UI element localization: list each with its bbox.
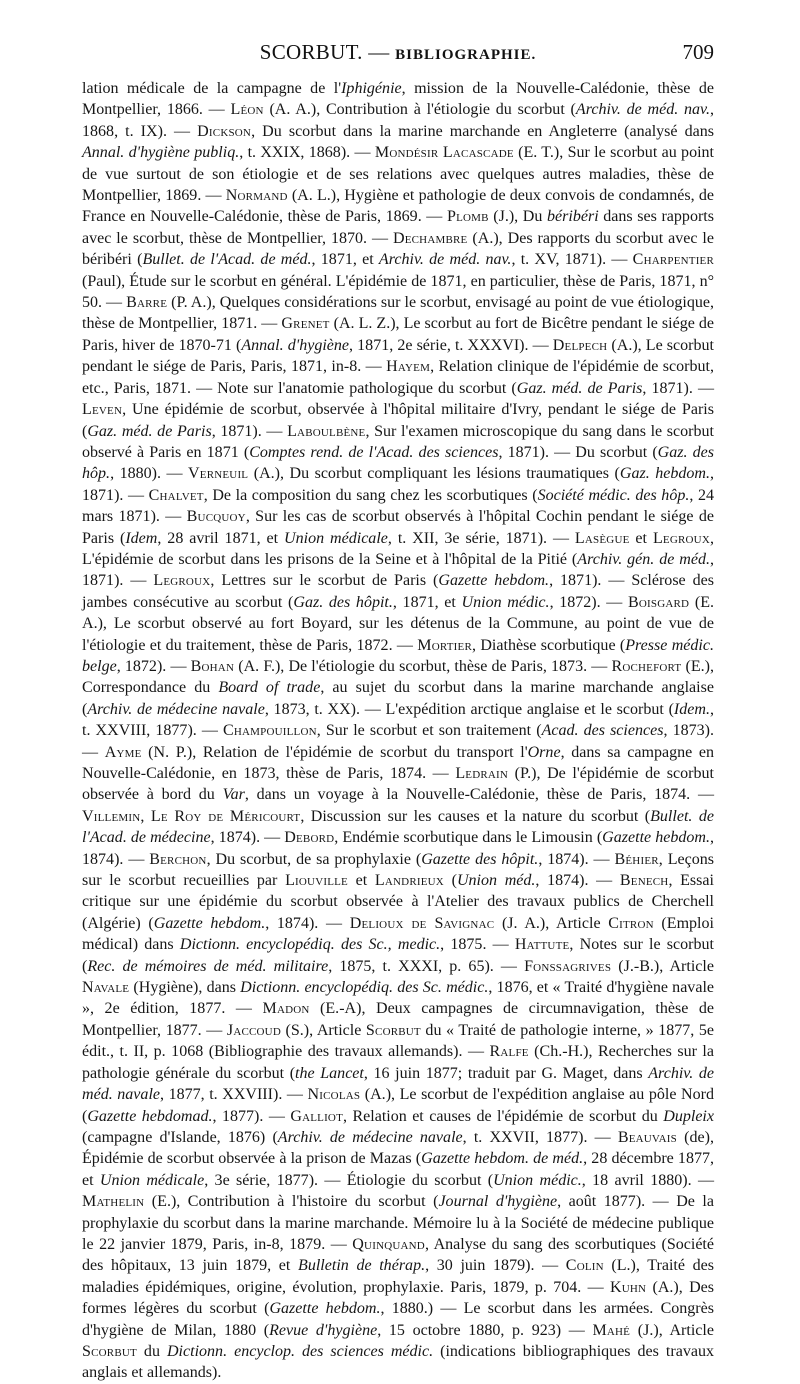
body-text-segment: , 1872). — [549,593,628,611]
body-text-segment: , 1875, t. XXXI, p. 65). — [328,957,525,975]
author-name: Béhier [614,850,659,868]
author-name: Charpentier [632,251,715,269]
body-text-segment: (P.), De l'épidémie de scorbut observée à bord du [82,765,714,804]
body-text-segment: (A.), Du scorbut compliquant les lésions traumatiques ( [248,465,620,483]
journal-title: Rec. de mémoires de méd. militaire [87,957,329,975]
body-text-segment: (E.), Correspondance du [82,657,714,697]
body-text-segment: , août 1877). — De la prophylaxie du scorbut dans la marine marchande. Mémoire lu à la Société de médecine publique le 22 janvier 1879, Paris, in-8, 1879. — [82,1193,715,1253]
author-name: Ledrain [455,765,509,782]
journal-title: Union médic. [493,1171,582,1189]
journal-title: Annal. d'hygiène [241,336,350,354]
body-text-segment: , 1874). — [265,914,350,932]
body-text-segment: , 1871). — Du scorbut ( [498,443,658,461]
body-text-segment: , t. XXVII, 1877). — [462,1128,618,1146]
body-text-segment: (indications bibliographiques des travaux anglais et allemands). [82,1342,714,1382]
body-text-segment: , 1874). — [538,850,615,868]
author-name: Benech [619,872,669,890]
body-text-segment: , Leçons sur le scorbut recueillies par [82,850,714,890]
author-name: Citron [608,914,654,932]
header-subtitle: BIBLIOGRAPHIE. [395,47,537,63]
author-name: Normand [225,187,288,205]
body-text-segment: , 1874). — [210,829,285,847]
author-name: Barre [126,294,168,312]
author-name: Mondésir Lacascade [374,144,514,162]
author-name: Ralfe [489,1043,529,1061]
journal-title: Dictionn. encyclop. des sciences médic. [166,1342,434,1360]
author-name: Madon [262,1000,310,1018]
running-header [82,40,714,72]
body-text-segment: (L.), Traité des maladies épidémiques, origine, évolution, prophylaxie. Paris, 1879, p. 704. — [82,1257,715,1296]
author-name: Bohan [190,657,235,675]
journal-title: the Lancet [295,1064,364,1082]
body-text-segment: , Sur les cas de scorbut observés à l'hôpital Cochin pendant le siége de Paris ( [82,508,714,547]
body-text-segment: , 1873, t. XX). — L'expédition arctique anglaise et le scorbut ( [264,700,674,718]
author-name: Rochefort [611,657,682,675]
body-text-segment: , Diathèse scorbutique ( [472,636,626,654]
body-text-segment: , 1873). — [82,722,714,761]
author-name: Jaccoud [226,1021,281,1039]
author-name: Nicolas [307,1086,361,1104]
journal-title: Gazette hebdom. [153,914,266,932]
journal-title: Idem. [673,700,710,718]
journal-title: Gazette hebdom. [269,1300,381,1318]
journal-title: Idem [125,529,158,547]
author-name: Dechambre [392,229,468,247]
author-name: Mortier [417,636,472,654]
journal-title: béribéri [547,208,599,226]
body-text-segment: , Sur le scorbut et son traitement ( [316,722,542,740]
body-text-segment: , Analyse du sang des scorbutiques (Société des hôpitaux, 13 juin 1879, et [82,1235,715,1275]
journal-title: Dupleix [663,1107,714,1125]
body-text-segment: , 1877, t. XXVIII). — [160,1086,308,1104]
body-text-segment: , 1871). — [642,379,715,397]
journal-title: Orne [527,743,561,761]
journal-title: Archiv. de médecine navale [277,1128,463,1146]
body-text-segment: , 1871). — [82,465,714,504]
body-text-segment: , 30 juin 1879). — [425,1257,566,1275]
author-name: Galliot [290,1107,343,1125]
journal-title: Gaz. hebdom. [619,465,710,483]
author-name: Leven [82,401,123,419]
author-name: Plomb [446,208,489,226]
author-name: Verneuil [188,465,249,483]
body-text-segment: (J. A.), Article [494,914,609,932]
body-text-segment: (E. A.), Le scorbut observé au fort Boyard, sur les détenus de la Commune, au point de vue de l'étiologie et du traitement, thèse de Paris, 1872. — [82,593,714,654]
journal-title: Acad. des sciences [541,722,664,740]
body-text-segment: (de), Épidémie de scorbut observée à la prison de Mazas ( [82,1128,714,1168]
body-text-segment: , Essai critique sur une épidémie du scorbut observée à l'Atelier des travaux publics de Cherchell (Algérie) ( [82,872,714,932]
body-text-segment: (N. P.), Relation de l'épidémie de scorbut du transport l' [141,743,528,761]
body-text-segment: , dans sa campagne en Nouvelle-Calédonie, en 1873, thèse de Paris, 1874. — [82,743,714,782]
journal-title: Gaz. méd. de Paris [516,379,643,397]
author-name: Liouville [285,872,348,890]
body-text-segment: (Paul), Étude sur le scorbut en général. L'épidémie de 1871, en particulier, thèse de Paris, 1871, n° 50. — [82,272,714,312]
body-text-segment: du « Traité de pathologie interne, » 1877, 5e édit., t. II, p. 1068 (Bibliographie des travaux allemands). — [82,1021,714,1061]
journal-title: Journal d'hygiène [438,1193,558,1211]
header-title: SCORBUT. [259,40,363,64]
journal-title: Société médic. des hôp. [537,486,690,504]
body-text-segment: , Notes sur le scorbut ( [82,936,714,975]
body-text-segment: ( [443,872,457,890]
body-text-segment: (Ch.-H.), Recherches sur la pathologie générale du scorbut ( [82,1043,715,1082]
author-name: Hayem [386,358,431,376]
journal-title: Bullet. de l'Acad. de médecine [82,807,714,847]
journal-title: Gaz. des hôp. [82,443,715,483]
body-text-segment: (A.), Des rapports du scorbut avec le béribéri ( [82,229,714,269]
author-name: Mahé [592,1321,631,1339]
author-name: Grenet [281,315,330,333]
body-text-segment: (J.), Du [488,208,547,226]
journal-title: Archiv. de méd. nav. [575,101,710,119]
body-text-segment: et [629,529,653,547]
journal-title: Revue d'hygiène [269,1321,378,1339]
author-name: Navale [82,979,130,997]
journal-title: Gazette hebdom. [602,829,710,847]
running-title [82,40,714,65]
body-text-segment: , Une épidémie de scorbut, observée à l'hôpital militaire d'Ivry, pendant le siége de Paris ( [82,401,714,440]
body-text-segment: , 1874). — [82,829,714,868]
body-text-segment: , Sur l'examen microscopique du sang dans le scorbut observé à Paris en 1871 ( [82,422,714,461]
body-text-segment: (Hygiène), dans [129,979,241,997]
body-text-segment: (A. L. Z.), Le scorbut au fort de Bicêtre pendant le siége de Paris, hiver de 1870-71 ( [82,315,715,354]
body-text-segment: (A.), Le scorbut pendant le siége de Paris, Paris, 1871, in-8. — [82,336,714,376]
author-name: Legroux [652,529,710,547]
body-text-segment: , 1874). — [535,872,620,890]
journal-title: Gaz. des hôpit. [293,593,393,611]
author-name: Lasègue [574,529,630,547]
body-text-segment: du [136,1342,167,1360]
body-text-segment: , 1871, et [392,593,462,611]
body-text-segment: et [347,872,375,890]
author-name: Beauvais [617,1128,677,1146]
body-text-segment: , De la composition du sang chez les scorbutiques ( [203,486,538,504]
body-text-segment: , 1875. — [440,936,515,954]
body-text-segment: , 1872). — [116,657,191,675]
journal-title: Bulletin de thérap. [298,1257,426,1275]
body-text-segment: , t. XXIX, 1868). — [239,144,375,162]
journal-title: Comptes rend. de l'Acad. des sciences [249,443,499,461]
journal-title: Dictionn. encyclopédiq. des Sc., medic. [179,936,441,954]
body-text-segment: (A. A.), Contribution à l'étiologie du scorbut ( [263,101,576,119]
journal-title: Gazette hebdom. [438,572,550,590]
author-name: Mathelin [82,1193,145,1211]
author-name: Hattute [514,936,570,954]
author-name: Kuhn [609,1278,647,1296]
journal-title: Gazette hebdomad. [87,1107,213,1125]
journal-title: Dictionn. encyclopédiq. des Sc. médic. [240,979,489,997]
author-name: Quinquand [352,1235,425,1253]
author-name: Delioux de Savignac [349,914,495,932]
body-text-segment: , t. XXVIII, 1877). — [82,700,714,740]
body-text-segment: , 1876, et « Traité d'hygiène navale », 2e édition, 1877. — [82,979,715,1018]
body-text-segment: (campagne d'Islande, 1876) ( [82,1128,278,1146]
body-text-segment: (E.), Contribution à l'histoire du scorbut ( [144,1193,439,1211]
body-text-segment: (E. T.), Sur le scorbut au point de vue surtout de son étiologie et de ses relations avec quelques autres maladies, thèse de Montpellier, 1869. — [82,144,715,205]
journal-title: Iphigénie [341,80,402,97]
body-text-segment: , Du scorbut dans la marine marchande en Angleterre (analysé dans [251,122,715,140]
body-text-segment: (Emploi médical) dans [82,914,714,954]
body-text-segment: , Endémie scorbutique dans le Limousin ( [334,829,603,847]
body-text-segment: , mission de la Nouvelle-Calédonie, thèse de Montpellier, 1866. — [82,80,714,119]
body-text-segment: (P. A.), Quelques considérations sur le scorbut, envisagé au point de vue étiologique, thèse de Montpellier, 1871. — [82,294,714,333]
journal-title: Annal. d'hygiène publiq. [82,144,240,162]
journal-title: Archiv. de médecine navale [87,700,265,718]
body-text-segment: , t. XV, 1871). — [511,251,633,269]
journal-title: Union méd. [456,872,536,890]
journal-title: Archiv. de méd. navale [82,1064,714,1104]
body-text-segment: , 1880). — [110,465,188,483]
body-text-segment: (A. F.), De l'étiologie du scorbut, thèse de Paris, 1873. — [234,657,612,675]
author-name: Colin [565,1257,604,1275]
author-name: Fonssagrives [524,957,612,975]
body-text-segment: , 15 octobre 1880, p. 923) — [377,1321,593,1339]
journal-title: Archiv. gén. de méd. [577,550,710,568]
body-text-segment: , 1871). — [211,422,288,440]
author-name: Scorbut [82,1342,137,1360]
journal-title: Gazette des hôpit. [421,850,539,868]
body-text-segment: , Relation et causes de l'épidémie de scorbut du [343,1107,664,1125]
body-text-segment: , 1871, et [311,251,379,269]
body-text-segment: , Lettres sur le scorbut de Paris ( [210,572,439,590]
author-name: Scorbut [365,1021,421,1039]
body-text-segment: , 24 mars 1871). — [82,486,715,526]
body-text-segment: , 1871). — Sclérose des jambes consécutive au scorbut ( [82,572,714,611]
body-text-segment: , dans un voyage à la Nouvelle-Calédonie, thèse de Paris, 1874. — [244,786,714,804]
author-name: Berchon [149,850,207,868]
body-text-segment: , au sujet du scorbut dans la marine marchande anglaise ( [82,679,714,718]
body-text-segment: , Du scorbut, de sa prophylaxie ( [206,850,422,868]
journal-title: Union médic. [461,593,550,611]
body-text-segment: lation médicale de la campagne de l' [82,80,342,97]
body-text-segment: , 1871). — [82,550,714,590]
body-text-segment: (A.), Le scorbut de l'expédition anglaise au pôle Nord ( [82,1086,714,1125]
author-name: Laboulbène [287,422,366,440]
body-text-segment: , 28 avril 1871, et [157,529,285,547]
body-text-segment: , 16 juin 1877; traduit par G. Maget, dans [363,1064,649,1082]
bibliography-paragraph [82,78,714,1384]
body-text-segment: , [140,807,151,825]
body-text-segment: , Discussion sur les causes et la nature du scorbut ( [300,807,651,825]
journal-title: Archiv. de méd. nav. [378,251,512,269]
journal-title: Presse médic. belge [82,636,714,675]
author-name: Debord [284,829,335,847]
body-text-segment: (A. L.), Hygiène et pathologie de deux convois de condamnés, de France en Nouvelle-Calédonie, thèse de Paris, 1869. — [82,187,714,226]
body-text-segment: , L'épidémie de scorbut dans les prisons de la Seine et à l'hôpital de la Pitié ( [82,529,714,568]
body-text-segment: (J.-B.), Article [611,957,714,975]
body-text-segment: dans ses rapports avec le scorbut, thèse de Montpellier, 1870. — [82,208,714,247]
journal-title: Gazette hebdom. de méd. [421,1150,584,1168]
author-name: Léon [230,101,264,119]
body-text-segment: , 1871, 2e série, t. XXXVI). — [349,336,553,354]
author-name: Chalvet [148,486,204,504]
journal-title: Gaz. méd. de Paris [87,422,212,440]
journal-title: Bullet. de l'Acad. de méd. [142,251,312,269]
author-name: Dickson [197,122,252,140]
header-dash: — [368,40,390,64]
body-text-segment: , 1868, t. IX). — [82,101,715,140]
body-text-segment: , 1877). — [212,1107,291,1125]
author-name: Villemin [82,807,141,825]
body-text-segment: , 28 décembre 1877, et [82,1150,715,1189]
author-name: Le Roy de Méricourt [150,807,301,825]
body-text-segment: (E.-A), Deux campagnes de circumnavigation, thèse de Montpellier, 1877. — [82,1000,715,1039]
author-name: Champouillon [223,722,317,740]
author-name: Legroux [153,572,211,590]
author-name: Boisgard [628,593,690,611]
journal-title: Var [222,786,245,804]
body-text-segment: (A.), Des formes légères du scorbut ( [82,1278,714,1318]
body-text-segment: , t. XII, 3e série, 1871). — [387,529,575,547]
body-text-segment: , Relation clinique de l'épidémie de scorbut, etc., Paris, 1871. — Note sur l'anatomie pathologique du scorbut ( [82,358,715,397]
body-text-segment: , 1880.) — Le scorbut dans les armées. Congrès d'hygiène de Milan, 1880 ( [82,1300,714,1339]
body-text-segment: , 3e série, 1877). — Étiologie du scorbut ( [204,1171,494,1189]
journal-title: Union médicale [99,1171,205,1189]
author-name: Bucquoy [186,508,246,526]
body-text-segment: (J.), Article [630,1321,714,1339]
journal-title: Board of trade [218,679,321,697]
journal-title: Union médicale [284,529,388,547]
body-text-segment: , 18 avril 1880). — [581,1171,715,1189]
author-name: Ayme [104,743,142,761]
bibliography-text [82,78,715,1382]
body-text-segment: (S.), Article [280,1021,366,1039]
author-name: Delpech [552,336,608,354]
author-name: Landrieux [374,872,444,890]
page-number: 709 [682,40,714,64]
